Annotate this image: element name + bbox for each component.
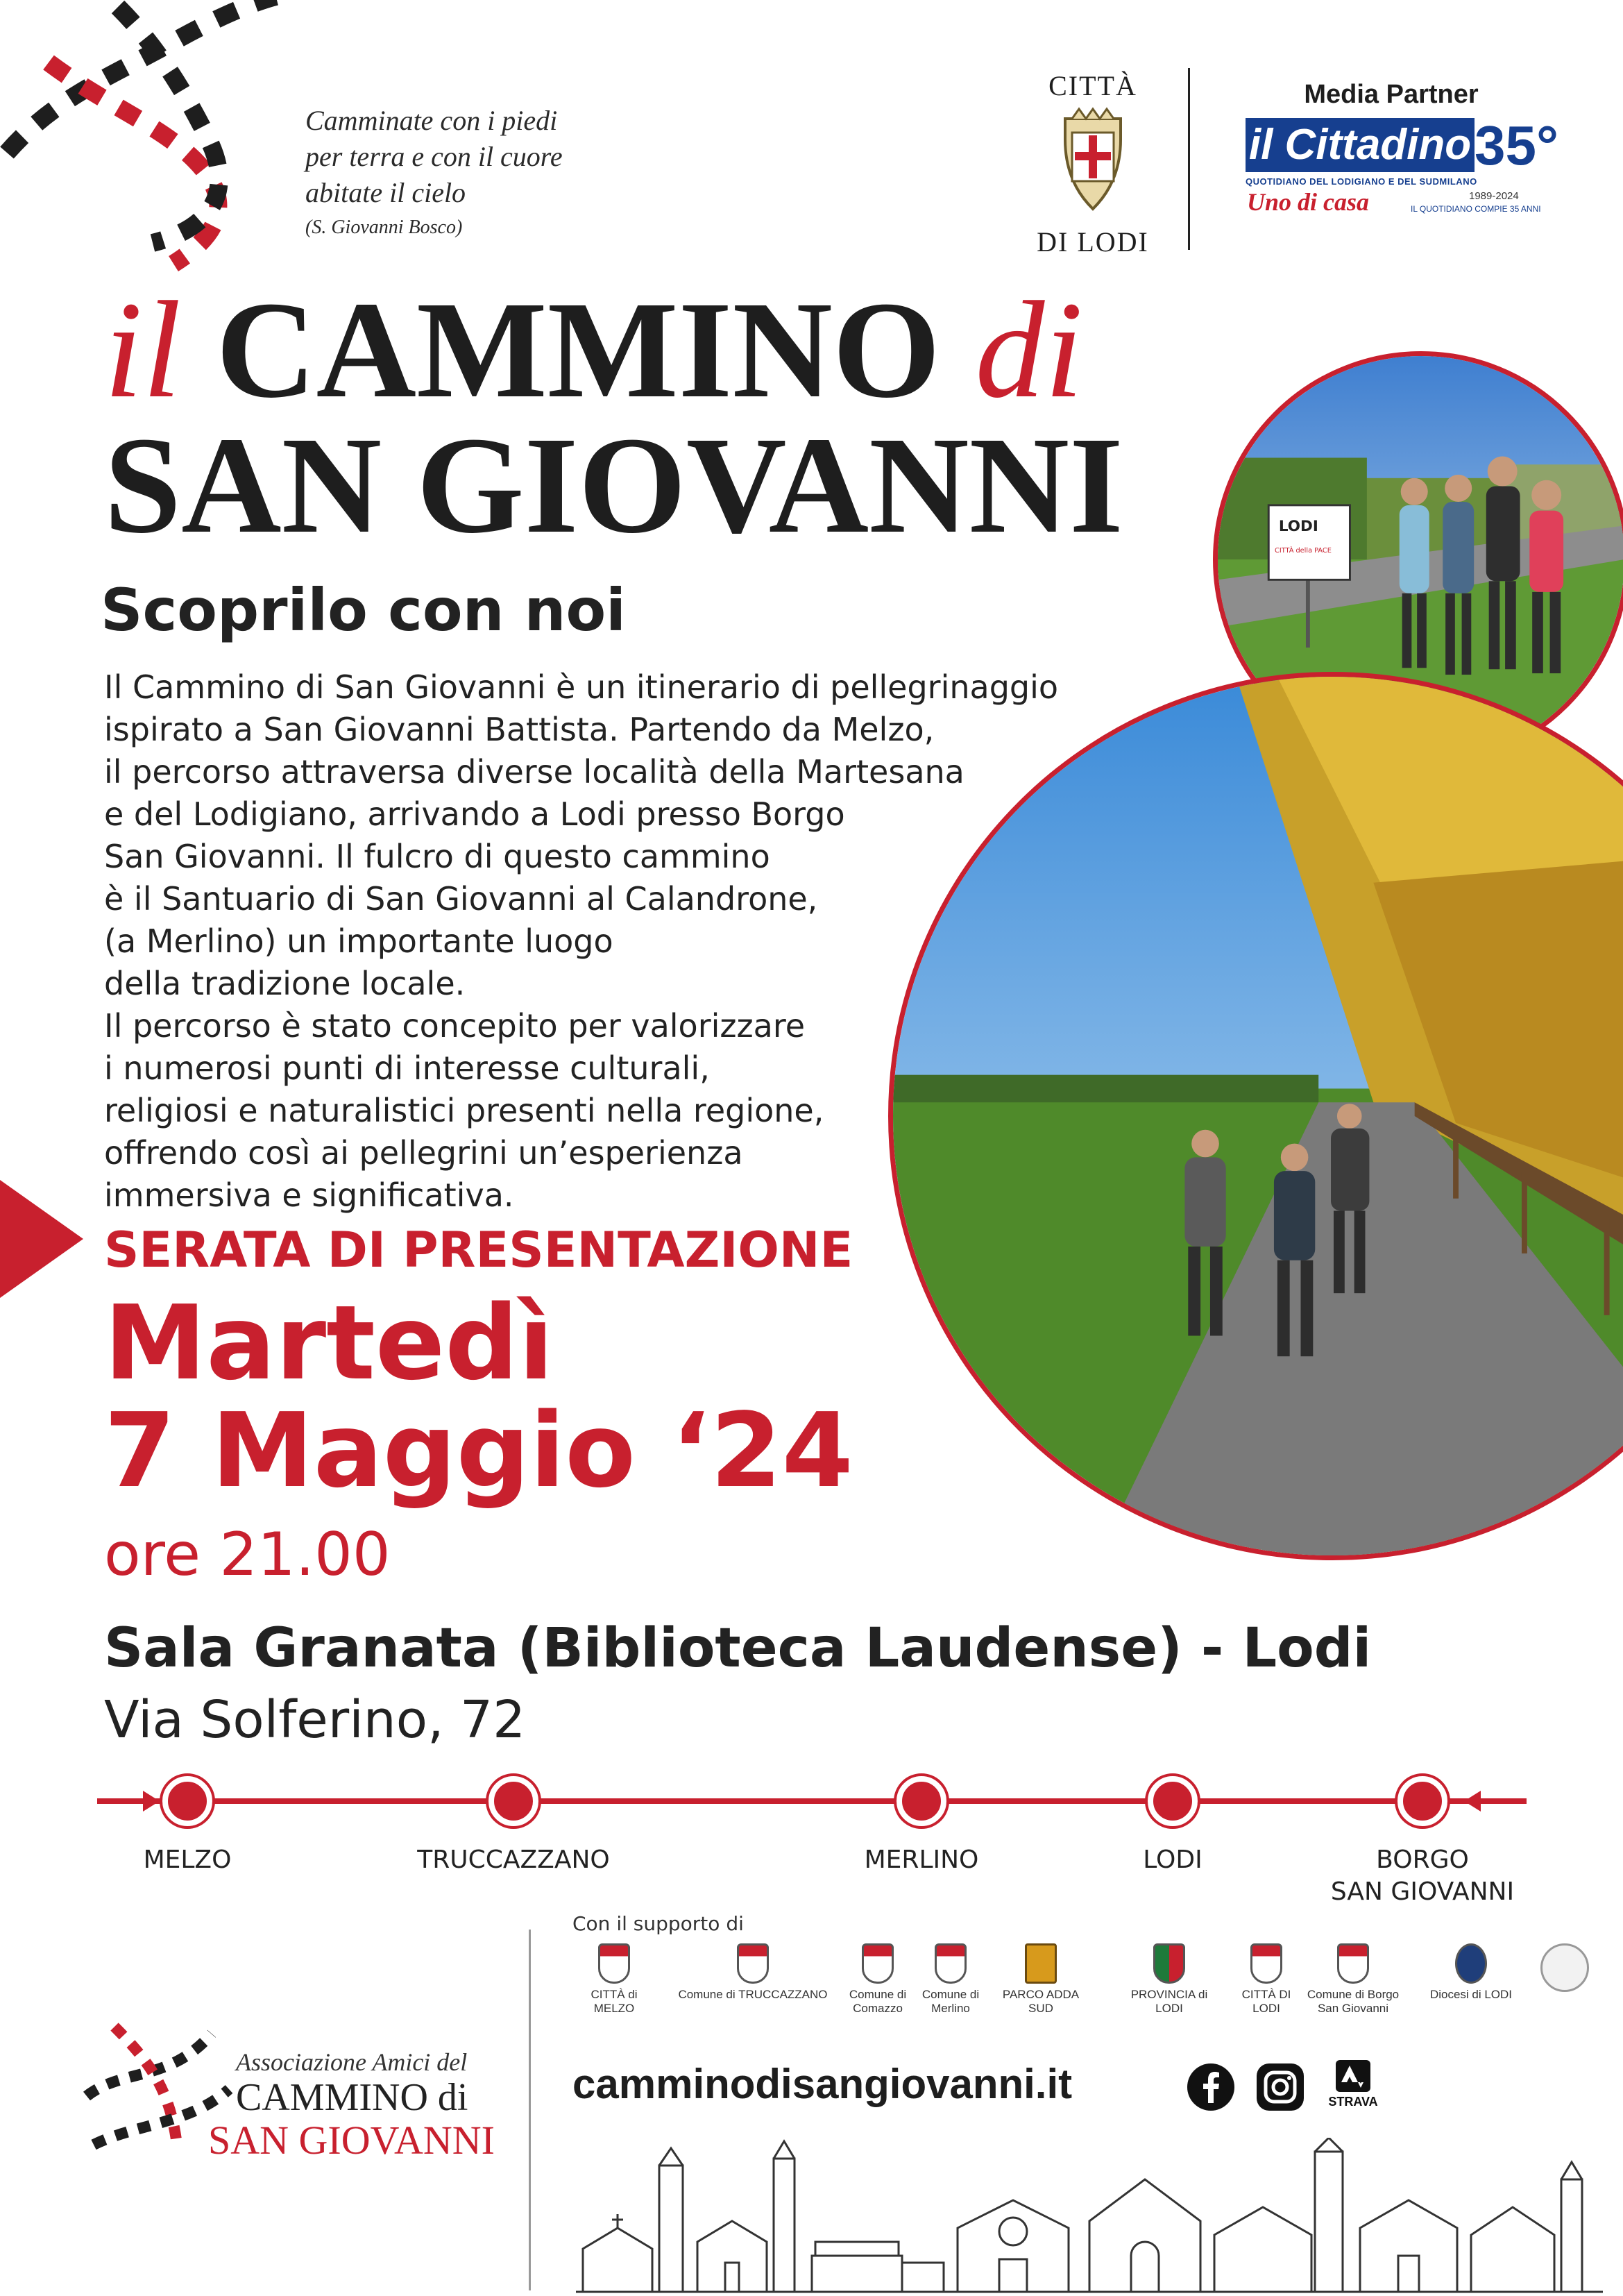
- sponsor-name: CITTÀ DI LODI: [1241, 1988, 1291, 2015]
- website-link[interactable]: camminodisangiovanni.it: [572, 2061, 1073, 2107]
- sponsor-name: Comune di Merlino: [921, 1988, 980, 2015]
- description-text: Il Cammino di San Giovanni è un itinerario di pellegrinaggio ispirato a San Giovanni Battista. Partendo da Melzo, il percorso attraversa diverse località della Martesana e del Lodigiano, arrivando a Lodi presso Borgo San Giovanni. Il fulcro di questo cammino è il Santuario di San Giovanni al Calandrone, (a Merlino) un importante luogo della tradizione locale. Il percorso è stato concepito per valorizzare i numerosi punti di interesse culturali, religiosi e naturalistici presenti nella regione, offrendo così ai pellegrini un’esperienza immersiva e significativa.: [104, 668, 1059, 1214]
- title-di: di: [975, 273, 1083, 427]
- cittadino-tagline: IL QUOTIDIANO COMPIE 35 ANNI: [1411, 204, 1541, 214]
- provincia-lodi-crest-icon: [1153, 1943, 1185, 1984]
- association-name-line-2: CAMMINO di: [236, 2076, 468, 2119]
- main-title-line-2: SAN GIOVANNI: [104, 409, 1123, 562]
- sponsor-parco-adda-sud: [992, 1943, 1089, 2016]
- route-start-arrow-icon: [143, 1791, 160, 1812]
- cittadino-years: 1989-2024: [1469, 190, 1519, 202]
- route-stop-label: BORGO SAN GIOVANNI: [1330, 1846, 1515, 1906]
- seal-icon: [1540, 1943, 1589, 1992]
- il-cittadino-logo: [1246, 115, 1558, 216]
- sponsor-name: CITTÀ di MELZO: [590, 1988, 638, 2015]
- event-weekday: Martedì: [104, 1283, 554, 1403]
- sponsor-name: Comune di TRUCCAZZANO: [678, 1988, 828, 2001]
- quote-line-1: Camminate con i piedi: [305, 105, 558, 136]
- route-stop-label: MERLINO: [864, 1846, 979, 1874]
- title-il: il: [104, 273, 182, 427]
- sponsor-comazzo: [840, 1943, 916, 2016]
- route-stop-melzo-icon: [165, 1779, 210, 1823]
- main-title-line-1: [104, 273, 1083, 427]
- churches-skyline-illustration: [576, 2138, 1603, 2294]
- route-stop-label: MELZO: [143, 1846, 232, 1874]
- event-label: SERATA DI PRESENTAZIONE: [104, 1222, 853, 1278]
- sponsor-provincia-lodi: [1121, 1943, 1218, 2016]
- sponsor-name: Comune di Borgo San Giovanni: [1307, 1988, 1400, 2015]
- strava-icon: [1336, 2060, 1370, 2092]
- media-partner-label: Media Partner: [1304, 80, 1479, 109]
- facebook-icon[interactable]: [1187, 2063, 1235, 2111]
- decorative-path-top: [0, 0, 291, 278]
- red-arrow-marker: [0, 1180, 83, 1298]
- citta-di-lodi-logo: [1013, 69, 1173, 257]
- event-address: Via Solferino, 72: [104, 1690, 526, 1750]
- merlino-crest-icon: [935, 1943, 967, 1984]
- route-stop-truccazzano-icon: [491, 1779, 536, 1823]
- event-time: ore 21.00: [104, 1520, 391, 1589]
- cittadino-motto: Uno di casa: [1247, 188, 1370, 216]
- sponsor-citta-di-lodi: [1228, 1943, 1305, 2016]
- route-line: [0, 1763, 1623, 1846]
- sponsor-name: PROVINCIA di LODI: [1130, 1988, 1208, 2015]
- lodi-crest-icon: [1051, 105, 1135, 216]
- quote-line-3: abitate il cielo: [305, 177, 466, 208]
- comazzo-crest-icon: [862, 1943, 894, 1984]
- route-stop-merlino-icon: [899, 1779, 944, 1823]
- sponsor-diocesi-lodi: [1416, 1943, 1527, 2002]
- route-stop-borgo-icon: [1400, 1779, 1445, 1823]
- association-name-line-1: Associazione Amici del: [236, 2048, 468, 2076]
- sponsor-borgo-san-giovanni: [1298, 1943, 1409, 2016]
- sponsor-truccazzano: [666, 1943, 840, 2002]
- citta-lodi-crest-icon: [1250, 1943, 1282, 1984]
- quote-line-2: per terra e con il cuore: [305, 141, 563, 172]
- cittadino-title: il Cittadino: [1246, 118, 1475, 172]
- photo-sign-text: CITTÀ della PACE: [1275, 547, 1332, 555]
- route-stop-label: TRUCCAZZANO: [417, 1846, 610, 1874]
- strava-label: STRAVA: [1328, 2095, 1378, 2109]
- sponsor-divider: [529, 1930, 531, 2290]
- quote-text: [305, 103, 666, 211]
- support-label: Con il supporto di: [572, 1912, 744, 1935]
- title-cammino: CAMMINO: [216, 273, 941, 427]
- logo-divider: [1188, 68, 1190, 250]
- route-stop-label: LODI: [1143, 1846, 1203, 1874]
- association-name-line-3: SAN GIOVANNI: [208, 2118, 495, 2163]
- sponsor-seal: [1537, 1943, 1592, 1996]
- event-date: 7 Maggio ‘24: [104, 1391, 853, 1510]
- citta-logo-line-2: DI LODI: [1037, 226, 1149, 258]
- sponsor-name: Diocesi di LODI: [1429, 1988, 1513, 2001]
- route-map: [0, 1763, 1623, 1923]
- quote-author: (S. Giovanni Bosco): [305, 217, 463, 238]
- truccazzano-crest-icon: [737, 1943, 769, 1984]
- diocesi-lodi-icon: [1455, 1943, 1487, 1984]
- strava-logo[interactable]: [1322, 2060, 1384, 2116]
- citta-logo-line-1: CITTÀ: [1048, 70, 1137, 101]
- melzo-crest-icon: [598, 1943, 630, 1984]
- instagram-icon[interactable]: [1256, 2063, 1305, 2111]
- sponsor-name: PARCO ADDA SUD: [1002, 1988, 1080, 2015]
- route-end-arrow-icon: [1464, 1791, 1481, 1812]
- subtitle: Scoprilo con noi: [101, 576, 626, 644]
- borgo-crest-icon: [1337, 1943, 1369, 1984]
- photo-sign-city: LODI: [1278, 517, 1318, 535]
- cittadino-number: 35°: [1475, 115, 1558, 176]
- route-stop-lodi-icon: [1150, 1779, 1195, 1823]
- cittadino-subtitle: QUOTIDIANO DEL LODIGIANO E DEL SUDMILANO: [1246, 176, 1477, 187]
- parco-adda-sud-icon: [1025, 1943, 1057, 1984]
- sponsor-name: Comune di Comazzo: [849, 1988, 907, 2015]
- sponsor-merlino: [916, 1943, 985, 2016]
- event-venue: Sala Granata (Biblioteca Laudense) - Lodi: [104, 1617, 1372, 1680]
- sponsor-melzo: [569, 1943, 659, 2016]
